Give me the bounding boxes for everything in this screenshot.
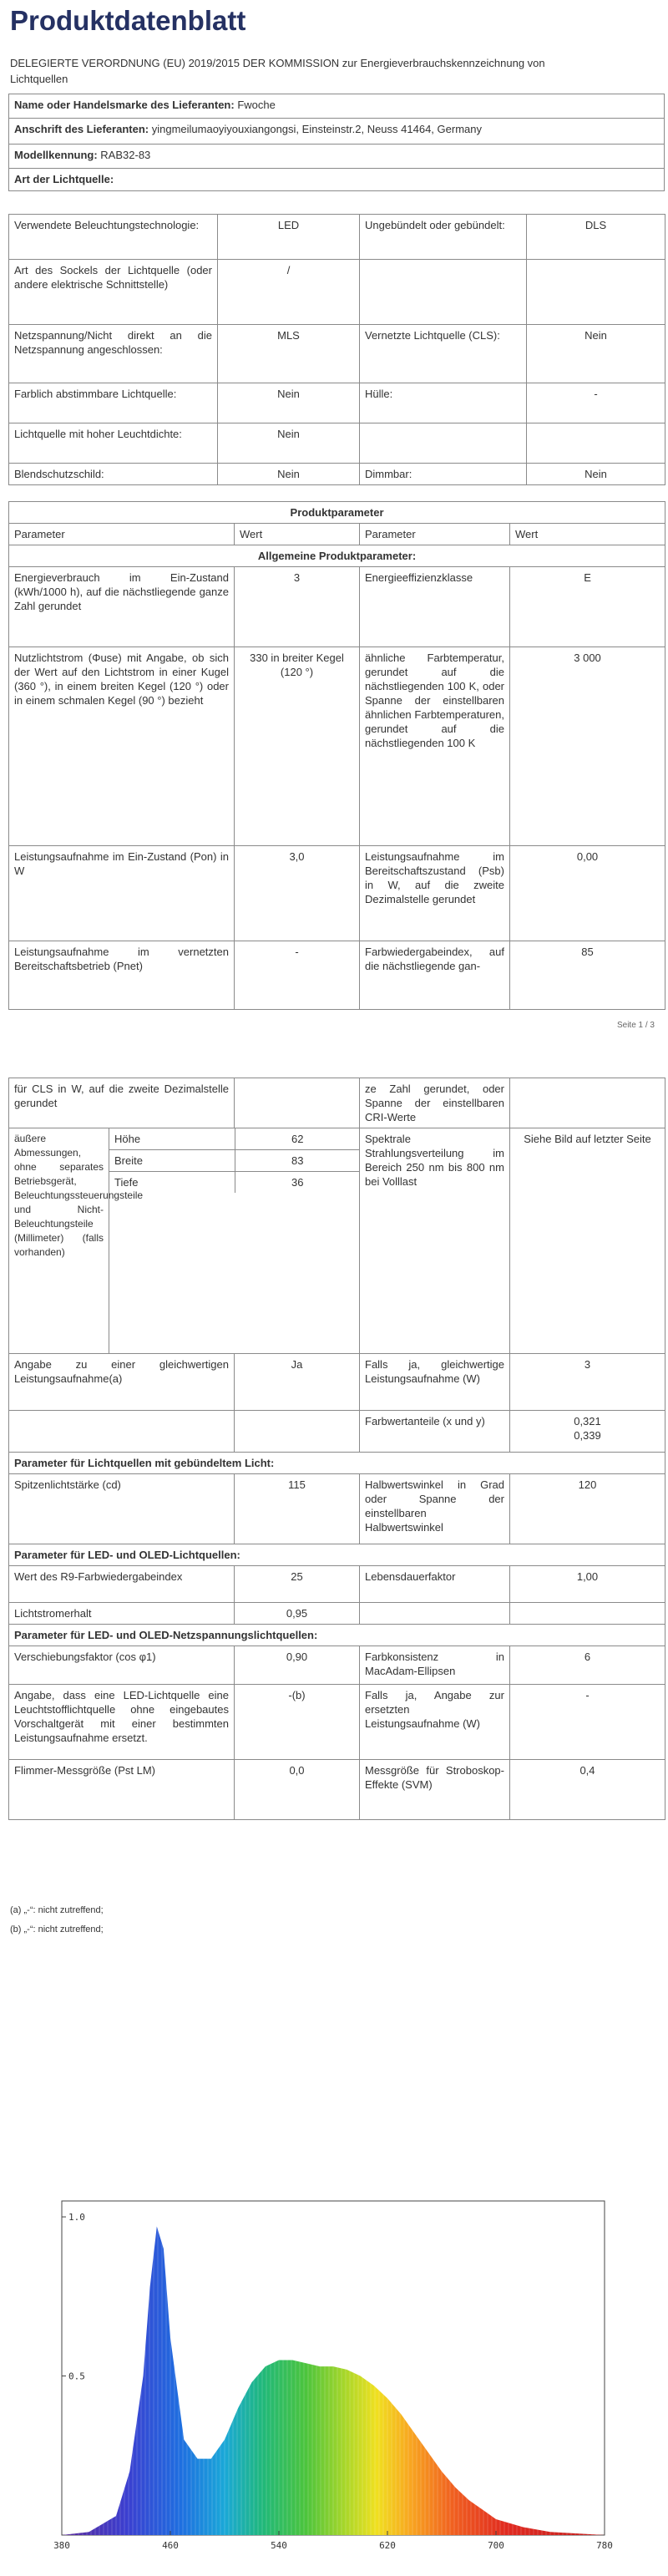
maintenance-label: Lichtstromerhalt xyxy=(9,1603,235,1625)
dim-depth-label: Tiefe xyxy=(109,1172,235,1194)
survival-label: Lebensdauerfaktor xyxy=(360,1566,510,1603)
type-row-0-label2: Ungebündelt oder gebündelt: xyxy=(360,215,527,260)
params-table-2 xyxy=(8,1078,665,1820)
type-row-2-value2: Nein xyxy=(527,325,665,383)
efficiency-label: Energieeffizienzklasse xyxy=(360,567,510,647)
fluorescent-value: -(b) xyxy=(235,1685,360,1760)
model-label: Modellkennung: xyxy=(14,149,98,161)
type-row-0-value2: DLS xyxy=(527,215,665,260)
params-table-1 xyxy=(8,501,665,1010)
flicker-value: 0,0 xyxy=(235,1760,360,1820)
type-row-3-label: Farblich abstimmbare Lichtquelle: xyxy=(9,383,218,423)
type-row-5-label: Blendschutzschild: xyxy=(9,464,218,485)
supplier-address-value: yingmeilumaoyiyouxiangongsi, Einsteinstr.2, Neuss 41464, Germany xyxy=(151,123,482,135)
x-tick-label: 460 xyxy=(162,2540,179,2551)
macadam-value: 6 xyxy=(510,1646,665,1685)
cct-label: ähnliche Farbtemperatur, gerundet auf die nächstliegenden 100 K, oder Spanne der einstellbaren ähnlichen Farbtemperaturen, gerundet auf die nächstliegenden 100 K xyxy=(360,647,510,846)
dim-width-value: 83 xyxy=(235,1150,360,1172)
cosphi-value: 0,90 xyxy=(235,1646,360,1685)
cont-left: für CLS in W, auf die zweite Dezimalstelle gerundet xyxy=(9,1078,235,1128)
general-heading: Allgemeine Produktparameter: xyxy=(9,545,665,567)
equiv-w-value: 3 xyxy=(510,1354,665,1411)
efficiency-value: E xyxy=(510,567,665,647)
x-tick-label: 380 xyxy=(53,2540,70,2551)
pon-label: Leistungsaufnahme im Ein-Zustand (Pon) in W xyxy=(9,846,235,941)
equiv-value: Ja xyxy=(235,1354,360,1411)
type-row-1-label: Art des Sockels der Lichtquelle (oder andere elektrische Schnittstelle) xyxy=(9,260,218,325)
svm-label: Messgröße für Stroboskop-Effekte (SVM) xyxy=(360,1760,510,1820)
type-row-1-value: / xyxy=(218,260,360,325)
type-row-5-value2: Nein xyxy=(527,464,665,485)
peak-label: Spitzenlichtstärke (cd) xyxy=(9,1474,235,1544)
type-row-0-value: LED xyxy=(218,215,360,260)
type-row-2-value: MLS xyxy=(218,325,360,383)
flux-label: Nutzlichtstrom (Φuse) mit Angabe, ob sich der Wert auf den Lichtstrom in einer Kugel (360 °), in einem breiten Kegel (120 °) oder in einem schmalen Kegel (90 °) bezieht xyxy=(9,647,235,846)
r9-value: 25 xyxy=(235,1566,360,1603)
survival-value: 1,00 xyxy=(510,1566,665,1603)
type-row-5-label2: Dimmbar: xyxy=(360,464,527,485)
led-heading: Parameter für LED- und OLED-Lichtquellen: xyxy=(9,1544,665,1566)
type-row-3-value2: - xyxy=(527,383,665,423)
cosphi-label: Verschiebungsfaktor (cos φ1) xyxy=(9,1646,235,1685)
energy-label: Energieverbrauch im Ein-Zustand (kWh/1000 h), auf die nächstliegende ganze Zahl gerundet xyxy=(9,567,235,647)
model-value: RAB32-83 xyxy=(100,149,151,161)
spectrum-svg xyxy=(43,2193,625,2560)
type-row-3-value: Nein xyxy=(218,383,360,423)
pnet-label: Leistungsaufnahme im vernetzten Bereitschaftsbetrieb (Pnet) xyxy=(9,941,235,1010)
x-tick-label: 780 xyxy=(596,2540,613,2551)
type-row-5-value: Nein xyxy=(218,464,360,485)
equiv-w-label: Falls ja, gleichwertige Leistungsaufnahme (W) xyxy=(360,1354,510,1411)
psb-label: Leistungsaufnahme im Bereitschaftszustand (Psb) in W, auf die zweite Dezimalstelle gerundet xyxy=(360,846,510,941)
peak-value: 115 xyxy=(235,1474,360,1544)
dim-height-label: Höhe xyxy=(109,1128,235,1150)
mains-heading: Parameter für LED- und OLED-Netzspannungslichtquellen: xyxy=(9,1625,665,1646)
pon-value: 3,0 xyxy=(235,846,360,941)
col-value-1: Wert xyxy=(235,524,360,545)
macadam-label: Farbkonsistenz in MacAdam-Ellipsen xyxy=(360,1646,510,1685)
y-tick-label: 0.5 xyxy=(68,2371,85,2382)
cct-value: 3 000 xyxy=(510,647,665,846)
type-row-0-label: Verwendete Beleuchtungstechnologie: xyxy=(9,215,218,260)
x-tick-label: 700 xyxy=(488,2540,504,2551)
fluorescent-label: Angabe, dass eine LED-Lichtquelle eine Leuchtstofflichtquelle ohne eingebautes Vorschaltgerät mit einer bestimmten Leistungsaufnahme ersetzt. xyxy=(9,1685,235,1760)
type-row-2-label2: Vernetzte Lichtquelle (CLS): xyxy=(360,325,527,383)
svm-value: 0,4 xyxy=(510,1760,665,1820)
dim-depth-value: 36 xyxy=(235,1172,360,1194)
document-title: Produktdatenblatt xyxy=(10,5,246,36)
type-row-2-label: Netzspannung/Nicht direkt an die Netzspannung angeschlossen: xyxy=(9,325,218,383)
spectrum-label: Spektrale Strahlungsverteilung im Bereich 250 nm bis 800 nm bei Volllast xyxy=(360,1128,510,1354)
supplier-table xyxy=(8,94,665,191)
chroma-label: Farbwertanteile (x und y) xyxy=(360,1411,510,1453)
params-heading: Produktparameter xyxy=(9,502,665,524)
pnet-value: - xyxy=(235,941,360,1010)
psb-value: 0,00 xyxy=(510,846,665,941)
supplier-address-label: Anschrift des Lieferanten: xyxy=(14,123,149,135)
replaced-label: Falls ja, Angabe zur ersetzten Leistungsaufnahme (W) xyxy=(360,1685,510,1760)
maintenance-value: 0,95 xyxy=(235,1603,360,1625)
col-param-2: Parameter xyxy=(360,524,510,545)
footnote-b: (b) „-“: nicht zutreffend; xyxy=(10,1924,104,1935)
document-subtitle: DELEGIERTE VERORDNUNG (EU) 2019/2015 DER KOMMISSION zur Energieverbrauchskennzeichnung von Lichtquellen xyxy=(10,57,545,85)
beam-label: Halbwertswinkel in Grad oder Spanne der einstellbaren Halbwertswinkel xyxy=(360,1474,510,1544)
cri-label: Farbwiedergabeindex, auf die nächstliegende gan- xyxy=(360,941,510,1010)
y-tick-label: 1.0 xyxy=(68,2212,85,2224)
dims-table xyxy=(109,1128,360,1193)
supplier-name-label: Name oder Handelsmarke des Lieferanten: xyxy=(14,99,235,111)
x-tick-label: 540 xyxy=(271,2540,287,2551)
dim-height-value: 62 xyxy=(235,1128,360,1150)
footnote-a: (a) „-“: nicht zutreffend; xyxy=(10,1905,104,1915)
dims-label: äußere Abmessungen, ohne separates Betriebsgerät, Beleuchtungssteuerungsteile und Nicht-Beleuchtungsteile (Millimeter) (falls vorhanden) xyxy=(9,1128,109,1354)
flicker-label: Flimmer-Messgröße (Pst LM) xyxy=(9,1760,235,1820)
page-number: Seite 1 / 3 xyxy=(616,1021,655,1030)
energy-value: 3 xyxy=(235,567,360,647)
supplier-name-value: Fwoche xyxy=(237,99,276,111)
type-row-3-label2: Hülle: xyxy=(360,383,527,423)
cri-value: 85 xyxy=(510,941,665,1010)
type-heading: Art der Lichtquelle: xyxy=(9,169,665,191)
dim-width-label: Breite xyxy=(109,1150,235,1172)
x-tick-label: 620 xyxy=(379,2540,396,2551)
equiv-label: Angabe zu einer gleichwertigen Leistungsaufnahme(a) xyxy=(9,1354,235,1411)
flux-value: 330 in breiter Kegel (120 °) xyxy=(235,647,360,846)
col-param-1: Parameter xyxy=(9,524,235,545)
replaced-value: - xyxy=(510,1685,665,1760)
spectrum-value: Siehe Bild auf letzter Seite xyxy=(510,1128,665,1354)
type-row-4-label: Lichtquelle mit hoher Leuchtdichte: xyxy=(9,423,218,464)
type-row-4-value: Nein xyxy=(218,423,360,464)
cont-right: ze Zahl gerundet, oder Spanne der einstellbaren CRI-Werte xyxy=(360,1078,510,1128)
col-value-2: Wert xyxy=(510,524,665,545)
beam-value: 120 xyxy=(510,1474,665,1544)
type-table xyxy=(8,214,665,485)
chroma-value: 0,321 0,339 xyxy=(510,1411,665,1453)
r9-label: Wert des R9-Farbwiedergabeindex xyxy=(9,1566,235,1603)
spectrum-chart xyxy=(43,2193,625,2560)
directional-heading: Parameter für Lichtquellen mit gebündeltem Licht: xyxy=(9,1453,665,1474)
